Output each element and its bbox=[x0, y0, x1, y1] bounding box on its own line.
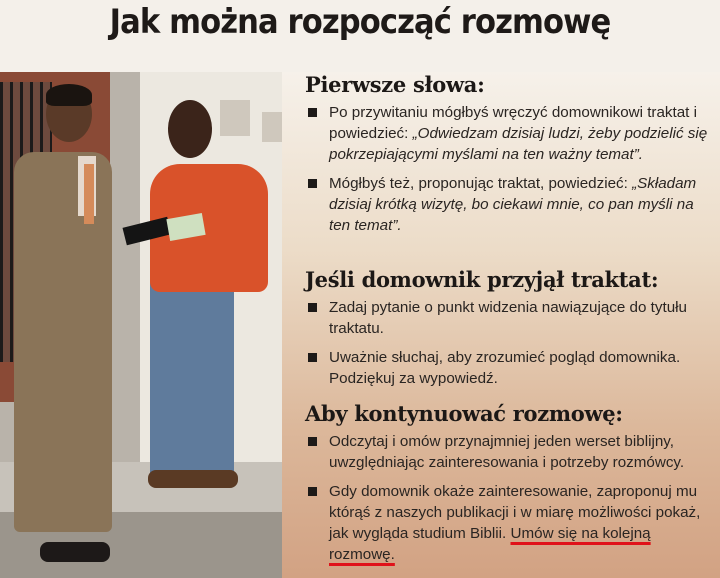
item-text: Gdy domownik okaże zainteresowanie, zaproponuj mu którąś z naszych publikacji i w miarę możliwości pokaż, jak wygląda studium Biblii. bbox=[329, 483, 701, 542]
item-text: Odczytaj i omów przynajmniej jeden werset biblijny, uwzględniając zainteresowania i potrzeby rozmówcy. bbox=[329, 433, 685, 471]
tie bbox=[84, 164, 94, 224]
section-first-words bbox=[305, 72, 717, 244]
list-item bbox=[305, 431, 717, 473]
section-heading: Jeśli domownik przyjął traktat: bbox=[305, 267, 659, 292]
item-lead: Po przywitaniu mógłbyś wręczyć domownikowi traktat i powiedzieć: bbox=[329, 104, 698, 142]
square-bullet-icon bbox=[308, 487, 317, 496]
highlighted-text: Umów się na kolejną rozmowę. bbox=[329, 525, 651, 563]
shoes bbox=[40, 542, 110, 562]
hair bbox=[46, 84, 92, 106]
list-item bbox=[305, 173, 717, 236]
list-item bbox=[305, 297, 717, 339]
bullet-list bbox=[305, 431, 717, 565]
item-quote: „Odwiedzam dzisiaj ludzi, żeby podzielić się pokrzepiającymi myślami na ten ważny temat”. bbox=[329, 125, 708, 163]
illustration-photo bbox=[0, 72, 282, 578]
section-continue bbox=[305, 401, 717, 573]
section-heading: Aby kontynuować rozmowę: bbox=[305, 401, 623, 426]
jeans bbox=[150, 282, 234, 482]
door-window bbox=[262, 112, 282, 142]
man-in-suit bbox=[14, 152, 112, 532]
shoes bbox=[148, 470, 238, 488]
section-heading: Pierwsze słowa: bbox=[305, 72, 485, 97]
item-text: Zadaj pytanie o punkt widzenia nawiązujące do tytułu traktatu. bbox=[329, 299, 687, 337]
item-lead: Mógłbyś też, proponując traktat, powiedzieć: bbox=[329, 175, 633, 192]
page-title: Jak można rozpocząć rozmowę bbox=[109, 2, 611, 42]
bullet-list bbox=[305, 297, 717, 389]
list-item bbox=[305, 347, 717, 389]
head bbox=[168, 100, 212, 158]
item-quote: „Składam dzisiaj krótką wizytę, bo ciekawi mnie, co pan myśli na ten temat”. bbox=[329, 175, 697, 234]
square-bullet-icon bbox=[308, 303, 317, 312]
list-item bbox=[305, 481, 717, 565]
square-bullet-icon bbox=[308, 108, 317, 117]
bullet-list bbox=[305, 102, 717, 236]
square-bullet-icon bbox=[308, 179, 317, 188]
list-item bbox=[305, 102, 717, 165]
square-bullet-icon bbox=[308, 353, 317, 362]
section-if-accepted bbox=[305, 267, 717, 397]
door-window bbox=[220, 100, 250, 136]
square-bullet-icon bbox=[308, 437, 317, 446]
item-text: Uważnie słuchaj, aby zrozumieć pogląd domownika. Podziękuj za wypowiedź. bbox=[329, 349, 681, 387]
